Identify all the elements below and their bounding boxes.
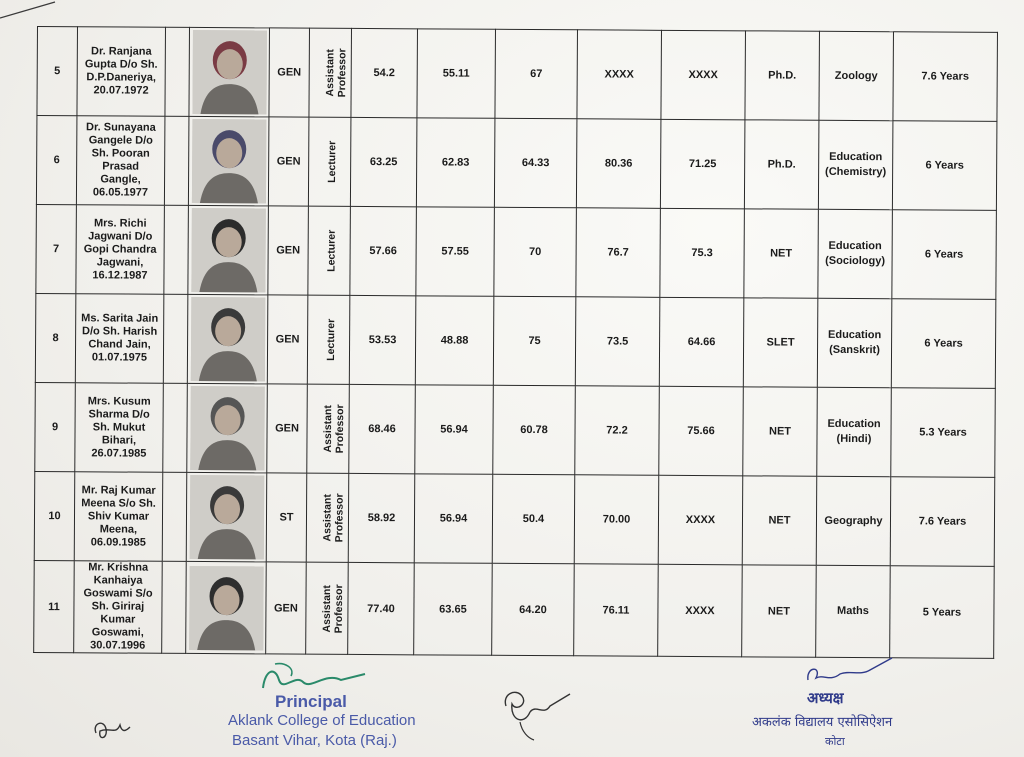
marks-cell-5: XXXX bbox=[658, 564, 743, 657]
id-number-cell bbox=[162, 472, 187, 561]
marks-cell-1: 57.66 bbox=[350, 206, 417, 295]
name-line: 06.09.1985 bbox=[90, 535, 146, 549]
photo-cell bbox=[188, 205, 269, 294]
name-line: Meena, bbox=[99, 522, 138, 536]
qualification-cell: NET bbox=[742, 565, 817, 657]
designation-line: Assistant bbox=[321, 405, 335, 453]
name-line: Sh. Mukut bbox=[92, 420, 146, 434]
designation-line: Professor bbox=[333, 404, 347, 454]
subject-line: (Hindi) bbox=[836, 432, 872, 446]
table-row bbox=[36, 204, 997, 299]
candidate-photo bbox=[192, 30, 267, 114]
category-cell: GEN bbox=[267, 384, 308, 473]
category-cell: GEN bbox=[268, 206, 309, 295]
subject-cell bbox=[817, 298, 892, 387]
name-line: Kumar bbox=[100, 613, 136, 626]
name-line: Shiv Kumar bbox=[87, 509, 150, 523]
marks-cell-3: 64.20 bbox=[492, 563, 575, 655]
name-line: Prasad bbox=[102, 160, 140, 173]
id-number-cell bbox=[164, 205, 189, 294]
designation bbox=[321, 493, 345, 542]
name-line: Mr. Raj Kumar bbox=[81, 483, 156, 497]
photo-cell bbox=[188, 116, 269, 205]
designation-line: Professor bbox=[336, 48, 349, 98]
name-line: Gangle, bbox=[100, 173, 141, 186]
subject-line: Zoology bbox=[834, 69, 878, 82]
name-line: 30.07.1996 bbox=[90, 639, 146, 652]
designation-line: Professor bbox=[333, 493, 346, 543]
serial-number-cell: 7 bbox=[36, 204, 77, 293]
candidate-photo bbox=[190, 297, 265, 381]
experience-cell: 7.6 Years bbox=[890, 477, 995, 567]
table-row bbox=[35, 293, 996, 388]
name-line: Mrs. Richi bbox=[93, 216, 147, 230]
name-line: Chand Jain, bbox=[88, 338, 151, 351]
designation bbox=[321, 584, 345, 633]
designation-cell bbox=[306, 473, 349, 562]
candidate-photo bbox=[191, 208, 266, 292]
designation bbox=[322, 404, 346, 453]
id-number-cell bbox=[163, 383, 188, 472]
signature-middle bbox=[498, 682, 578, 744]
marks-cell-3: 67 bbox=[495, 29, 578, 118]
qualification-cell: NET bbox=[744, 209, 819, 298]
designation-cell bbox=[306, 562, 349, 654]
marks-cell-3: 60.78 bbox=[493, 385, 576, 474]
name-line: Sh. Giriraj bbox=[91, 600, 145, 613]
name-line: 16.12.1987 bbox=[92, 268, 148, 282]
subject-line: (Chemistry) bbox=[825, 165, 887, 179]
subject-line: Education bbox=[827, 328, 882, 342]
society-name: अकलंक विद्यालय एसोसिऐशन bbox=[752, 715, 893, 730]
designation-cell bbox=[307, 295, 350, 384]
marks-cell-2: 55.11 bbox=[417, 29, 496, 118]
name-line: 06.05.1977 bbox=[92, 186, 149, 199]
marks-cell-2: 48.88 bbox=[415, 296, 494, 385]
id-number-cell bbox=[165, 27, 190, 116]
name-line: Jagwani, bbox=[96, 255, 144, 269]
marks-cell-2: 62.83 bbox=[416, 118, 495, 207]
name-line: 01.07.1975 bbox=[91, 351, 148, 364]
serial-number-cell: 10 bbox=[34, 471, 75, 560]
serial-number-cell: 9 bbox=[35, 382, 76, 471]
designation bbox=[324, 48, 348, 97]
candidate-photo bbox=[189, 475, 264, 559]
name-line: Bihari, bbox=[101, 433, 137, 447]
subject-cell bbox=[818, 209, 893, 298]
designation-line: Lecturer bbox=[325, 229, 338, 272]
adhyaksh-title: अध्यक्ष bbox=[807, 689, 844, 707]
subject-cell bbox=[816, 476, 891, 565]
name-line: Mr. Krishna bbox=[88, 561, 149, 574]
name-line: Sharma D/o bbox=[88, 407, 150, 421]
subject-cell bbox=[816, 565, 891, 657]
marks-cell-2: 63.65 bbox=[414, 563, 493, 655]
marks-cell-1: 77.40 bbox=[348, 562, 415, 654]
name-line: D/o Sh. Harish bbox=[82, 325, 158, 338]
name-cell bbox=[77, 27, 166, 117]
marks-cell-4: 72.2 bbox=[575, 386, 660, 476]
serial-number-cell: 6 bbox=[36, 116, 77, 205]
marks-cell-4: 70.00 bbox=[574, 475, 659, 565]
college-name: Aklank College of Education bbox=[228, 712, 416, 729]
marks-cell-5: 71.25 bbox=[660, 119, 745, 209]
qualification-cell: NET bbox=[743, 387, 818, 476]
marks-cell-4: 76.11 bbox=[574, 564, 659, 657]
experience-cell: 7.6 Years bbox=[893, 32, 998, 122]
serial-number-cell: 5 bbox=[37, 27, 78, 116]
serial-number-cell: 11 bbox=[34, 560, 75, 652]
qualification-cell: SLET bbox=[743, 298, 818, 387]
designation-cell bbox=[308, 117, 351, 206]
category-cell: GEN bbox=[268, 117, 309, 206]
name-line: Ms. Sarita Jain bbox=[81, 312, 159, 325]
table-row bbox=[35, 382, 996, 477]
table-row bbox=[37, 27, 998, 122]
subject-cell bbox=[818, 120, 893, 209]
marks-cell-1: 68.46 bbox=[349, 384, 416, 473]
subject-line: Education bbox=[829, 150, 883, 164]
experience-cell: 6 Years bbox=[892, 121, 997, 211]
name-line: Sh. Pooran bbox=[91, 147, 150, 160]
marks-cell-2: 56.94 bbox=[414, 474, 493, 563]
experience-cell: 6 Years bbox=[892, 210, 997, 300]
marks-cell-1: 63.25 bbox=[350, 117, 417, 206]
marks-cell-4: XXXX bbox=[577, 30, 662, 120]
table-row bbox=[34, 471, 995, 566]
qualification-cell: Ph.D. bbox=[744, 120, 819, 209]
marks-cell-5: 75.3 bbox=[660, 208, 745, 298]
name-line: Kanhaiya bbox=[93, 574, 143, 587]
experience-cell: 5.3 Years bbox=[891, 388, 996, 478]
experience-cell: 6 Years bbox=[891, 299, 996, 389]
principal-title: Principal bbox=[275, 692, 347, 711]
subject-cell bbox=[817, 387, 892, 476]
marks-cell-3: 75 bbox=[493, 296, 576, 385]
subject-line: (Sociology) bbox=[825, 254, 886, 268]
designation-line: Lecturer bbox=[326, 140, 339, 183]
name-cell bbox=[76, 205, 165, 295]
designation-line: Assistant bbox=[324, 49, 337, 97]
id-number-cell bbox=[163, 294, 188, 383]
photo-cell bbox=[187, 294, 268, 383]
signature-left bbox=[90, 715, 140, 745]
qualification-cell: Ph.D. bbox=[745, 31, 820, 120]
name-cell bbox=[75, 383, 164, 473]
marks-cell-5: XXXX bbox=[658, 475, 743, 565]
marks-cell-3: 70 bbox=[494, 207, 577, 296]
name-line: Gopi Chandra bbox=[83, 242, 157, 256]
marks-cell-3: 64.33 bbox=[494, 118, 577, 207]
name-line: Goswami, bbox=[91, 626, 144, 639]
name-line: Mrs. Kusum bbox=[87, 394, 151, 408]
marks-cell-1: 54.2 bbox=[351, 28, 418, 117]
category-cell: GEN bbox=[269, 28, 310, 117]
table-row bbox=[36, 116, 997, 211]
name-cell bbox=[76, 116, 165, 206]
subject-line: Geography bbox=[824, 514, 883, 527]
staff-table bbox=[33, 26, 998, 659]
designation-line: Assistant bbox=[321, 494, 334, 542]
name-line: Meena S/o Sh. bbox=[81, 496, 156, 510]
photo-cell bbox=[186, 561, 267, 653]
name-line: Gangele D/o bbox=[88, 134, 153, 147]
subject-cell bbox=[819, 31, 894, 120]
name-line: Gupta D/o Sh. bbox=[84, 58, 158, 71]
name-line: 26.07.1985 bbox=[91, 446, 147, 460]
marks-cell-5: XXXX bbox=[661, 30, 746, 120]
name-line: Dr. Ranjana bbox=[91, 45, 152, 58]
name-cell bbox=[74, 472, 163, 562]
qualification-cell: NET bbox=[742, 476, 817, 565]
subject-line: Education bbox=[827, 417, 881, 431]
designation bbox=[325, 319, 337, 361]
name-line: D.P.Daneriya, bbox=[86, 71, 156, 84]
designation bbox=[326, 230, 338, 272]
society-city: कोटा bbox=[825, 735, 845, 748]
name-line: Jagwani D/o bbox=[88, 229, 153, 243]
id-number-cell bbox=[164, 116, 189, 205]
name-line: Dr. Sunayana bbox=[85, 121, 156, 134]
designation-cell bbox=[308, 206, 351, 295]
photo-cell bbox=[186, 472, 267, 561]
designation-line: Assistant bbox=[320, 584, 334, 632]
table-row bbox=[34, 560, 995, 658]
name-line: Goswami S/o bbox=[83, 587, 153, 600]
subject-line: Education bbox=[828, 239, 882, 253]
candidate-photo bbox=[189, 565, 264, 649]
designation-cell bbox=[309, 28, 352, 117]
category-cell: ST bbox=[266, 473, 307, 562]
candidate-photo bbox=[191, 119, 266, 203]
marks-cell-2: 56.94 bbox=[415, 385, 494, 474]
photo-cell bbox=[187, 383, 268, 472]
marks-cell-4: 76.7 bbox=[576, 208, 661, 298]
designation-cell bbox=[307, 384, 350, 473]
marks-cell-3: 50.4 bbox=[492, 474, 575, 563]
category-cell: GEN bbox=[266, 562, 307, 654]
designation-line: Professor bbox=[332, 583, 346, 633]
subject-line: (Sanskrit) bbox=[829, 343, 880, 357]
photo-cell bbox=[189, 27, 270, 116]
marks-cell-4: 80.36 bbox=[576, 119, 661, 209]
category-cell: GEN bbox=[267, 295, 308, 384]
signature-footer bbox=[0, 660, 1024, 757]
id-number-cell bbox=[162, 561, 187, 653]
name-line: 20.07.1972 bbox=[93, 84, 149, 97]
marks-cell-5: 64.66 bbox=[659, 297, 744, 387]
designation-line: Lecturer bbox=[324, 318, 338, 361]
name-cell bbox=[74, 561, 163, 654]
subject-line: Maths bbox=[837, 604, 869, 618]
marks-cell-4: 73.5 bbox=[575, 297, 660, 387]
marks-cell-5: 75.66 bbox=[659, 386, 744, 476]
serial-number-cell: 8 bbox=[35, 293, 76, 382]
college-address: Basant Vihar, Kota (Raj.) bbox=[232, 732, 397, 749]
marks-cell-2: 57.55 bbox=[416, 207, 495, 296]
name-cell bbox=[75, 294, 164, 384]
candidate-photo bbox=[190, 386, 265, 470]
designation bbox=[326, 141, 338, 183]
adhyaksh-signature bbox=[800, 660, 900, 690]
experience-cell: 5 Years bbox=[890, 566, 995, 659]
marks-cell-1: 58.92 bbox=[348, 473, 415, 562]
marks-cell-1: 53.53 bbox=[349, 295, 416, 384]
